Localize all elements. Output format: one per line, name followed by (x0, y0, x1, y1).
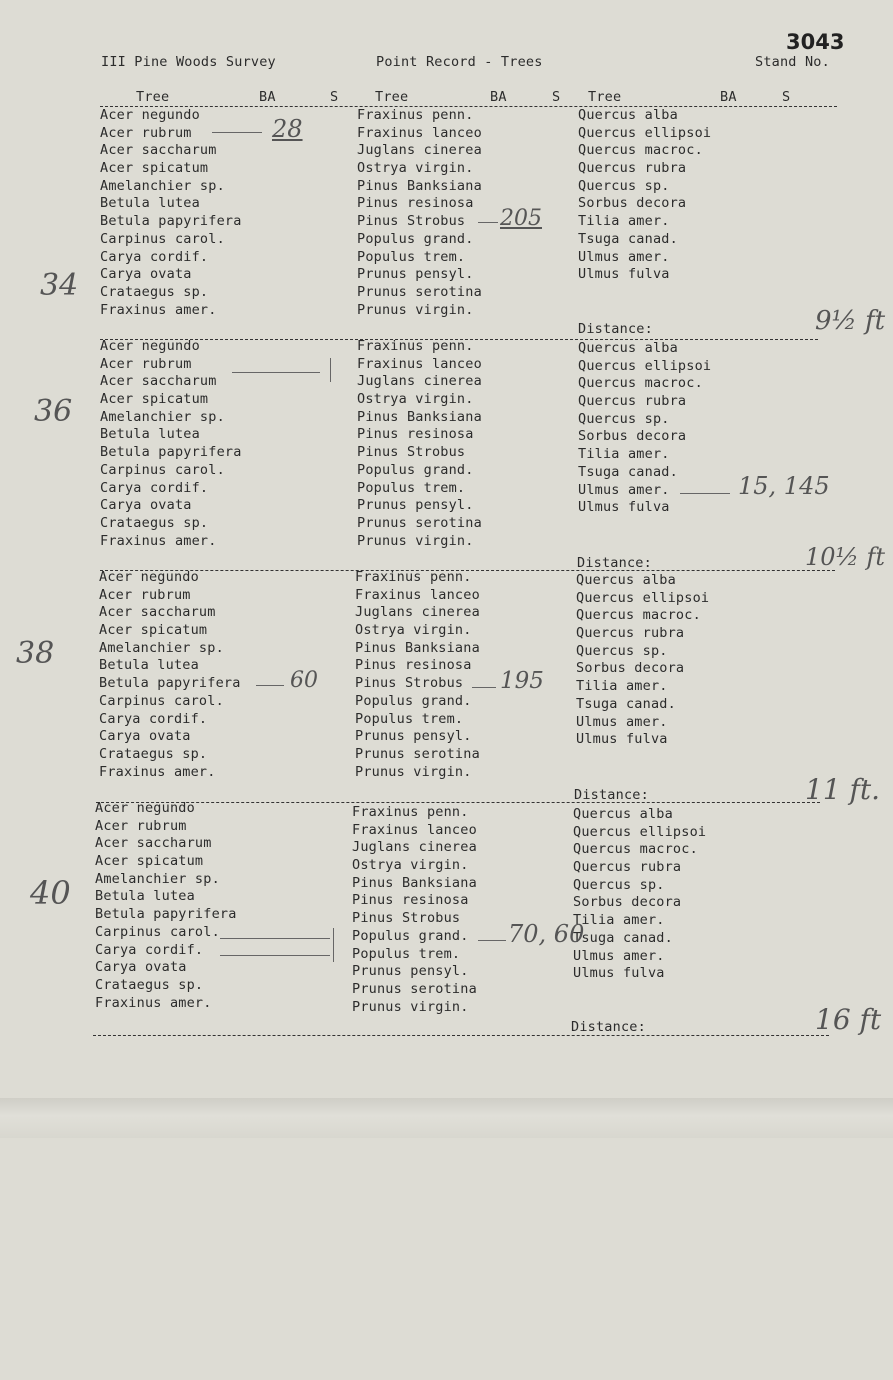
block-rule (93, 1035, 829, 1036)
species-item: Fraxinus lanceo (357, 124, 482, 141)
species-item: Amelanchier sp. (100, 177, 225, 194)
tally-stroke (256, 685, 284, 686)
distance-value: 16 ft (815, 1003, 882, 1036)
record-title: Point Record - Trees (376, 54, 543, 70)
species-item: Crataegus sp. (99, 745, 208, 762)
ba-note: 70, 60 (508, 920, 585, 948)
block4-col3 (573, 806, 706, 983)
species-item: Juglans cinerea (355, 604, 480, 621)
species-item: Tsuga canad. (573, 929, 673, 946)
species-item: Populus grand. (352, 927, 469, 944)
species-item: Quercus macroc. (578, 142, 703, 159)
species-item: Acer negundo (100, 107, 200, 123)
species-item: Tilia amer. (578, 213, 670, 230)
col-header-ba-3: BA (720, 89, 737, 105)
species-item: Carya ovata (99, 728, 191, 745)
block1-col2 (357, 107, 482, 319)
species-item: Populus grand. (355, 692, 472, 709)
species-item: Prunus virgin. (357, 532, 474, 549)
species-item: Juglans cinerea (357, 142, 482, 159)
tally-stroke (478, 222, 498, 223)
species-item: Populus grand. (357, 230, 474, 247)
species-item: Prunus serotina (355, 745, 480, 762)
tally-stroke (220, 938, 330, 939)
species-item: Quercus ellipsoi (578, 124, 712, 141)
species-item: Ostrya virgin. (357, 160, 474, 177)
species-item: Pinus Banksiana (357, 408, 482, 425)
species-item: Prunus virgin. (352, 998, 469, 1015)
species-item: Prunus serotina (357, 283, 482, 300)
species-item: Carya cordif. (95, 941, 204, 958)
species-item: Carya ovata (100, 266, 192, 283)
species-item: Ulmus amer. (578, 248, 670, 265)
species-item: Tilia amer. (578, 446, 670, 463)
species-item: Tsuga canad. (578, 463, 678, 480)
tally-stroke (232, 372, 320, 373)
species-item: Populus grand. (357, 461, 474, 478)
species-item: Quercus sp. (578, 177, 670, 194)
distance-label: Distance: (578, 321, 653, 337)
species-item: Betula papyrifera (95, 906, 237, 923)
species-item: Fraxinus amer. (99, 763, 216, 780)
species-item: Pinus Strobus (357, 444, 466, 461)
block1-col3 (578, 107, 711, 284)
species-item: Sorbus decora (573, 894, 682, 911)
point-number: 40 (30, 874, 71, 912)
tally-stroke (220, 955, 330, 956)
species-item: Amelanchier sp. (99, 639, 224, 656)
stand-label: Stand No. (755, 54, 830, 70)
species-item: Pinus resinosa (355, 657, 472, 674)
species-item: Acer rubrum (100, 124, 192, 141)
species-item: Quercus rubra (573, 859, 682, 876)
species-item: Carpinus carol. (99, 692, 224, 709)
species-item: Prunus pensyl. (357, 497, 474, 514)
block2-col1 (100, 338, 242, 550)
species-item: Betula papyrifera (99, 675, 241, 692)
species-item: Quercus macroc. (578, 375, 703, 392)
species-item: Fraxinus lanceo (357, 355, 482, 372)
distance-value: 10½ ft (805, 543, 885, 571)
species-item: Quercus rubra (576, 625, 685, 642)
species-item: Ulmus amer. (573, 947, 665, 964)
species-item: Fraxinus amer. (95, 994, 212, 1011)
species-item: Acer rubrum (95, 817, 187, 834)
species-item: Ulmus fulva (576, 731, 668, 748)
ba-note: 15, 145 (738, 472, 830, 500)
tally-mark (330, 358, 331, 382)
species-item: Amelanchier sp. (95, 870, 220, 887)
species-item: Quercus alba (578, 107, 678, 123)
tally-stroke (680, 493, 730, 494)
distance-value: 9½ ft (815, 306, 886, 336)
species-item: Fraxinus penn. (357, 107, 474, 123)
ba-note: 60 (290, 668, 318, 693)
species-item: Pinus resinosa (352, 892, 469, 909)
tally-stroke (212, 132, 262, 133)
species-item: Pinus Banksiana (352, 874, 477, 891)
species-item: Carya ovata (95, 959, 187, 976)
species-item: Quercus macroc. (576, 607, 701, 624)
species-item: Carpinus carol. (95, 923, 220, 940)
species-item: Quercus alba (578, 340, 678, 356)
distance-label: Distance: (571, 1019, 646, 1035)
species-item: Betula lutea (99, 657, 199, 674)
col-header-ba-2: BA (490, 89, 507, 105)
species-item: Ulmus amer. (578, 481, 670, 498)
species-item: Ostrya virgin. (352, 857, 469, 874)
species-item: Pinus resinosa (357, 195, 474, 212)
species-item: Crataegus sp. (100, 283, 209, 300)
tally-stroke (472, 687, 496, 688)
species-item: Tilia amer. (576, 678, 668, 695)
species-item: Crataegus sp. (100, 514, 209, 531)
paper-fold (0, 1098, 893, 1138)
stand-number: 3043 (786, 30, 845, 54)
ba-note: 28 (272, 115, 303, 143)
species-item: Tsuga canad. (578, 230, 678, 247)
species-item: Prunus pensyl. (357, 266, 474, 283)
species-item: Quercus sp. (578, 410, 670, 427)
species-item: Acer spicatum (95, 853, 204, 870)
species-item: Pinus Banksiana (357, 177, 482, 194)
block1-col1 (100, 107, 242, 319)
species-item: Pinus Strobus (352, 910, 461, 927)
species-item: Carya cordif. (100, 248, 209, 265)
species-item: Acer saccharum (95, 835, 212, 852)
species-item: Populus trem. (352, 945, 461, 962)
species-item: Acer saccharum (100, 142, 217, 159)
species-item: Prunus virgin. (355, 763, 472, 780)
species-item: Prunus serotina (357, 514, 482, 531)
species-item: Prunus serotina (352, 980, 477, 997)
species-item: Populus trem. (357, 479, 466, 496)
species-item: Fraxinus penn. (352, 804, 469, 820)
species-item: Quercus ellipsoi (576, 589, 710, 606)
survey-title: III Pine Woods Survey (101, 54, 276, 70)
species-item: Fraxinus lanceo (352, 821, 477, 838)
ba-note: 205 (500, 206, 542, 231)
tally-stroke (478, 940, 506, 941)
species-item: Acer saccharum (99, 604, 216, 621)
species-item: Quercus rubra (578, 160, 687, 177)
block3-col1 (99, 569, 241, 781)
species-item: Betula papyrifera (100, 213, 242, 230)
col-header-tree-1: Tree (136, 89, 170, 105)
col-header-s-3: S (782, 89, 791, 105)
ba-note: 195 (500, 668, 544, 694)
species-item: Acer rubrum (100, 355, 192, 372)
species-item: Acer spicatum (100, 391, 209, 408)
species-item: Prunus pensyl. (352, 963, 469, 980)
col-header-s-1: S (330, 89, 339, 105)
species-item: Ulmus amer. (576, 713, 668, 730)
distance-label: Distance: (577, 555, 652, 571)
block2-col3 (578, 340, 711, 517)
species-item: Carya cordif. (99, 710, 208, 727)
species-item: Betula papyrifera (100, 444, 242, 461)
species-item: Fraxinus amer. (100, 532, 217, 549)
species-item: Acer spicatum (99, 622, 208, 639)
species-item: Sorbus decora (578, 195, 687, 212)
species-item: Acer spicatum (100, 160, 209, 177)
species-item: Juglans cinerea (352, 839, 477, 856)
species-item: Prunus virgin. (357, 301, 474, 318)
species-item: Sorbus decora (576, 660, 685, 677)
species-item: Pinus Banksiana (355, 639, 480, 656)
species-item: Fraxinus penn. (355, 569, 472, 585)
col-header-tree-2: Tree (375, 89, 409, 105)
species-item: Tsuga canad. (576, 695, 676, 712)
col-header-ba-1: BA (259, 89, 276, 105)
tally-mark (333, 928, 334, 962)
species-item: Ulmus fulva (578, 266, 670, 283)
block4-col1 (95, 800, 237, 1012)
species-item: Populus trem. (357, 248, 466, 265)
distance-value: 11 ft. (805, 773, 881, 806)
species-item: Carpinus carol. (100, 230, 225, 247)
species-item: Sorbus decora (578, 428, 687, 445)
species-item: Ostrya virgin. (357, 391, 474, 408)
species-item: Quercus alba (573, 806, 673, 822)
species-item: Juglans cinerea (357, 373, 482, 390)
species-item: Populus trem. (355, 710, 464, 727)
block3-col3 (576, 572, 709, 749)
species-item: Acer negundo (100, 338, 200, 354)
species-item: Ulmus fulva (573, 965, 665, 982)
species-item: Carya ovata (100, 497, 192, 514)
species-item: Crataegus sp. (95, 976, 204, 993)
block3-col2 (355, 569, 480, 781)
species-item: Acer negundo (95, 800, 195, 816)
species-item: Acer saccharum (100, 373, 217, 390)
species-item: Fraxinus amer. (100, 301, 217, 318)
point-number: 38 (16, 636, 55, 671)
species-item: Pinus resinosa (357, 426, 474, 443)
species-item: Fraxinus penn. (357, 338, 474, 354)
species-item: Acer negundo (99, 569, 199, 585)
species-item: Betula lutea (95, 888, 195, 905)
col-header-tree-3: Tree (588, 89, 622, 105)
species-item: Betula lutea (100, 195, 200, 212)
species-item: Quercus ellipsoi (578, 357, 712, 374)
species-item: Fraxinus lanceo (355, 586, 480, 603)
species-item: Carya cordif. (100, 479, 209, 496)
species-item: Quercus macroc. (573, 841, 698, 858)
point-number: 36 (34, 394, 73, 429)
species-item: Quercus sp. (573, 876, 665, 893)
species-item: Quercus ellipsoi (573, 823, 707, 840)
species-item: Pinus Strobus (355, 675, 464, 692)
species-item: Quercus rubra (578, 393, 687, 410)
block4-col2 (352, 804, 477, 1016)
species-item: Ostrya virgin. (355, 622, 472, 639)
point-number: 34 (40, 268, 79, 303)
distance-label: Distance: (574, 787, 649, 803)
block2-col2 (357, 338, 482, 550)
species-item: Pinus Strobus (357, 213, 466, 230)
species-item: Tilia amer. (573, 912, 665, 929)
species-item: Carpinus carol. (100, 461, 225, 478)
species-item: Ulmus fulva (578, 499, 670, 516)
species-item: Acer rubrum (99, 586, 191, 603)
species-item: Quercus sp. (576, 642, 668, 659)
col-header-s-2: S (552, 89, 561, 105)
species-item: Prunus pensyl. (355, 728, 472, 745)
species-item: Quercus alba (576, 572, 676, 588)
species-item: Betula lutea (100, 426, 200, 443)
species-item: Amelanchier sp. (100, 408, 225, 425)
